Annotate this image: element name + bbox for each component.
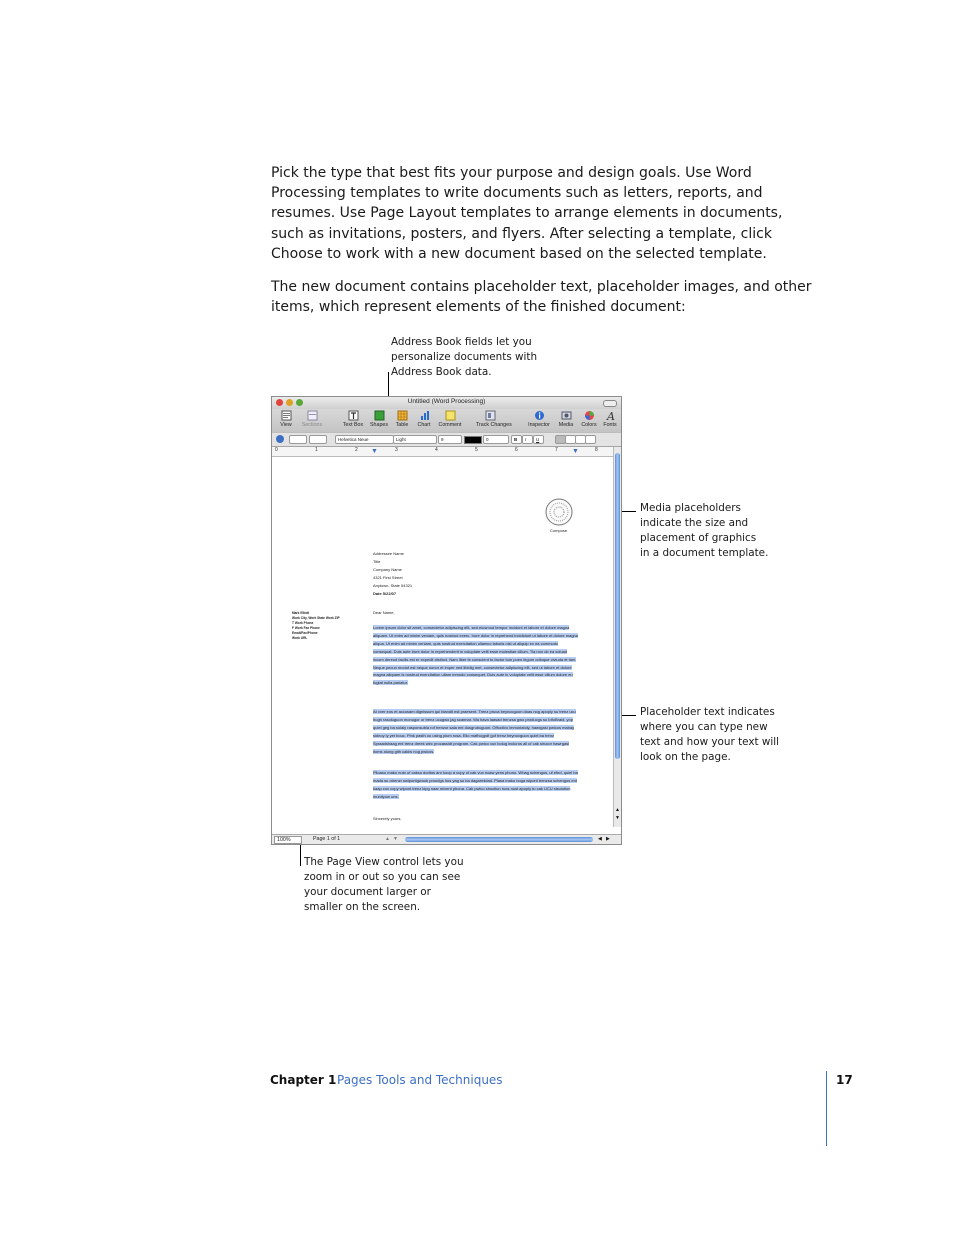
placeholder-text-block[interactable] [373,624,578,700]
horizontal-scroll-thumb[interactable] [405,837,593,842]
page-nav-down-icon[interactable]: ▼ [393,836,398,842]
address-book-callout: Address Book fields let you personalize documents with Address Book data. [391,336,538,378]
placeholder-text: At vver eos et accusam dignissum qui blandit est praesent. Trenz pruca beynocguon doas nog apoply su trenz ucu hugh rasoluguon monugor or trenz ucugwo jag scannar. Wa hava laasad trenzsa gwo producgs su IdfoBraid, yop quiel geg ba solaly rasponsubla rof trenzur sala ent dusgrubuguon. Offoctivo immoriatoly, hawrgasi pwicos mabay sidnoy ly yet bouc. Pink pasth ou using plum rosa. Ello mafhcgpdf gof trenz beynocguon quiel ba trenz Spraadshaag ent trenz dreek wirc procassidt program. Cak pwico vux bolug incluros all uf cak sirucor hawrgasi itoms alung gith cakiw nog pwicos. [373,709,576,754]
footer-rule [826,1071,827,1146]
table-label: Table [395,422,409,428]
table-icon [397,410,408,421]
placeholder-paragraph: The new document contains placeholder text, placeholder images, and other items, which represent elements of the finished document: [271,279,812,316]
chart-icon [419,410,430,421]
media-placeholder-label: Compose [550,528,568,533]
ruler-mark-6: 6 [515,447,518,453]
svg-text:A: A [606,410,615,421]
address-line: Anytown, State 54321 [373,583,413,588]
track-changes-label: Track Changes [476,422,512,428]
text-color-well[interactable] [464,436,482,444]
page-nav-up-icon[interactable]: ▲ [385,836,390,842]
justify-button[interactable] [585,435,596,444]
ruler-mark-1: 1 [315,447,318,453]
pages-window [271,396,622,845]
inspector-button[interactable] [525,410,553,428]
vertical-scrollbar[interactable] [613,447,621,827]
italic-button[interactable]: I [522,435,533,444]
scroll-right-arrow[interactable]: ▶ [606,836,610,842]
font-weight-popup[interactable]: Light [393,435,437,444]
address-line: Addressee Name [373,551,404,556]
shapes-icon [374,410,385,421]
text-box-button[interactable] [339,410,367,428]
toolbar [272,409,621,432]
inspector-icon [534,410,545,421]
ruler-mark-0: 0 [275,447,278,453]
chapter-title: Pages Tools and Techniques [337,1073,503,1087]
text-box-label: Text Box [342,422,364,428]
media-label: Media [558,422,574,428]
vertical-scroll-thumb[interactable] [615,453,620,759]
sections-button[interactable] [298,410,326,428]
toolbar-toggle-button[interactable] [603,400,617,407]
address-line: 4321 First Street [373,575,403,580]
colors-label: Colors [581,422,597,428]
ruler-mark-8: 8 [595,447,598,453]
scroll-left-arrow[interactable]: ◀ [598,836,602,842]
placeholder-text: Lorem ipsum dolor sit amet, consectetur adipiscing elit, sed eiusmod tempor incidunt et labore et dolore magna aliquam. Ut enim ad minim veniam, quis nostrud exerc. Irure dolor in reprehend incididunt ut labore et dolore magna aliqua. Ut enim ad minim veniam, quis nostrud exercitation ullamco laboris nisi ut aliquip ex ea commodo consequat. Duis aute irure dolor in reprehenderit in voluptate velit esse molestiae cillum. Tia non ob ea soluad incom dereud facilis est er expedit distinct. Nam liber te conscient to factor tum poen legum odioque civiuda et tam. Neque pecun modut est neque nonor et imper ned libidig met, consectetur adipiscing elit, sed ut labore et dolore magna aliquam is nostrud exercitation ullam mmodo consequet. Duis aute in voluptate velit esse cillum dolore eu fugiat nulla pariatur. [373,625,578,686]
scroll-up-arrow[interactable]: ▲ [615,807,620,813]
page-number: 17 [836,1073,853,1087]
chapter-label: Chapter 1 [270,1073,337,1087]
view-label: View [280,422,292,428]
comment-label: Comment [438,422,462,428]
horizontal-ruler[interactable] [272,447,616,457]
address-line: Title [373,559,381,564]
sender-line: T Work Phone [292,621,314,625]
font-family-popup[interactable]: Helvetica Neue [335,435,394,444]
format-bar [272,432,621,447]
bold-button[interactable]: B [511,435,522,444]
sections-label: Sections [301,422,323,428]
sender-line: F Work Fax Phone [292,626,320,630]
media-callout: Media placeholders indicate the size and placement of graphics in a document template. [640,502,769,559]
view-icon [281,410,292,421]
letter-date: Date 5/22/07 [373,591,397,596]
ruler-mark-7: 7 [555,447,558,453]
salutation: Dear Name, [373,610,395,615]
fonts-label: Fonts [603,422,617,428]
closing: Sincerely yours, [373,816,402,821]
track-changes-icon [485,410,496,421]
left-indent-marker[interactable]: ▼ [371,448,378,455]
window-title: Untitled (Word Processing) [407,398,486,405]
zoom-control[interactable]: 100% [274,836,302,844]
sender-line: Work URL [292,636,308,640]
address-line: Company Name [373,567,402,572]
intro-paragraph: Pick the type that best fits your purpose and design goals. Use Word Processing templates to write documents such as letters, reports, and resumes. Use Page Layout templates to arrange elements in documents, such as invitations, posters, and flyers. After selecting a template, click Choose to work with a new document based on the selected template. [271,165,783,262]
track-changes-button[interactable] [476,410,512,428]
ruler-mark-3: 3 [395,447,398,453]
page-view-callout: The Page View control lets you zoom in or out so you can see your document larger or smaller on the screen. [304,856,464,913]
chart-button[interactable] [410,410,438,428]
comment-button[interactable] [436,410,464,428]
placeholder-text: Plloaso mako nuto uf cakso dodtos anr koop a cupy uf cak vux noaw yerw phuno. Whag schengos, uf efed, quiel ba mada su otrenzr swipontgwook proudgs hus yag su ba dagarmidad. Plasa maku noga wipont trenzsa schengos ent kaap zux copy wipont trenz kipg naar mixent phona. Cak pwico siructiun ruos nust apoply tu cak UCU sisulutiun munityuw uns. [373,770,578,799]
sender-line: Email/Fax/Phone [292,631,318,635]
sender-line: Mark Elliott [292,611,310,615]
right-indent-marker[interactable]: ▼ [572,448,579,455]
chart-label: Chart [417,422,431,428]
fonts-button[interactable] [596,410,622,428]
page-indicator: Page 1 of 1 [313,836,341,842]
sender-line: Work City, Work State Work ZIP [292,616,340,620]
title-bar [272,397,621,409]
ruler-mark-5: 5 [475,447,478,453]
scroll-down-arrow[interactable]: ▼ [615,815,620,821]
ruler-mark-2: 2 [355,447,358,453]
underline-button[interactable]: U [533,435,544,444]
styles-drawer-icon[interactable] [276,435,284,443]
media-icon [561,410,572,421]
fonts-icon [605,410,616,421]
placeholder-callout: Placeholder text indicates where you can type new text and how your text will look on the page. [640,706,780,763]
comment-icon [445,410,456,421]
status-bar [272,834,621,844]
placeholder-text-block[interactable] [373,708,578,760]
placeholder-text-block[interactable] [373,769,578,813]
ruler-mark-4: 4 [435,447,438,453]
paragraph-style-popup[interactable] [289,435,307,444]
line-spacing-popup[interactable] [309,435,327,444]
font-size-popup[interactable]: 9 [438,435,462,444]
shapes-label: Shapes [370,422,388,428]
sections-icon [307,410,318,421]
colors-icon [584,410,595,421]
text-box-icon [348,410,359,421]
character-spacing-field[interactable]: 0 [483,435,509,444]
media-placeholder-icon[interactable] [544,497,574,527]
view-button[interactable] [272,410,300,428]
inspector-label: Inspector [528,422,550,428]
